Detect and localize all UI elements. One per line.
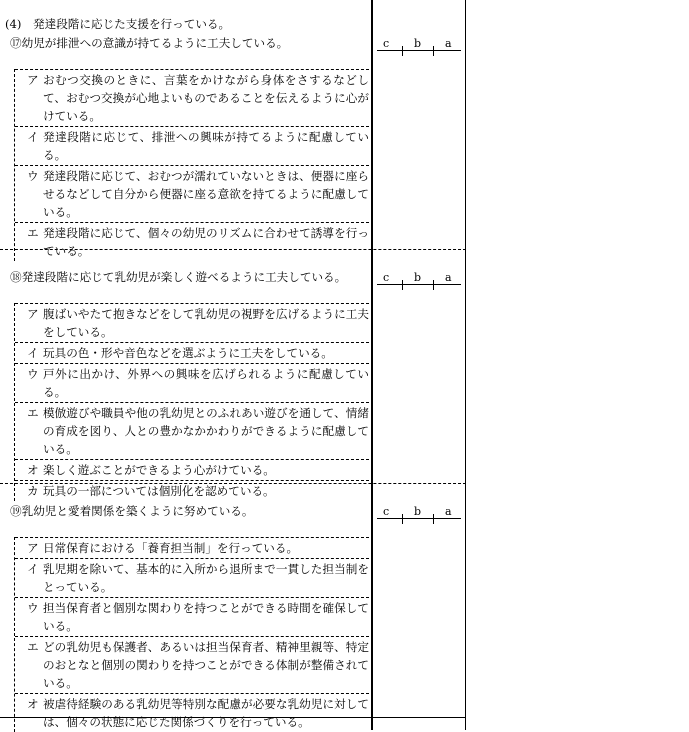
list-item [15, 69, 369, 126]
scale-tick [433, 280, 434, 290]
item-mark: イ [27, 562, 39, 576]
section-bottom-border [0, 717, 466, 718]
item-mark: エ [27, 406, 39, 420]
item-text: 日常保育における「養育担当制」を行っている。 [43, 541, 299, 555]
column-divider-score [465, 0, 466, 730]
item-mark: ア [27, 73, 39, 87]
list-item [15, 693, 369, 732]
scale-label-a: a [445, 271, 452, 284]
item-mark: オ [27, 697, 39, 711]
item-text: どの乳幼児も保護者、あるいは担当保育者、精神里親等、特定のおとなと個別の関わりを持つことができる体制が整備されている。 [43, 640, 369, 690]
scale-label-c: c [383, 505, 390, 518]
question-17-items [14, 69, 369, 261]
rating-scale-18[interactable] [377, 272, 461, 292]
item-text: 戸外に出かけ、外界への興味を広げられるように配慮している。 [43, 367, 369, 399]
rating-scale-17[interactable] [377, 38, 461, 58]
item-text: 発達段階に応じて、おむつが濡れていないときは、便器に座らせるなどして自分から便器に座る意欲を持てるように配慮している。 [43, 169, 369, 219]
item-text: 玩具の色・形や音色などを選ぶように工夫をしている。 [43, 346, 333, 360]
list-item [15, 303, 369, 342]
item-mark: ウ [27, 367, 39, 381]
list-item [15, 636, 369, 693]
list-item [15, 537, 369, 558]
list-item [15, 402, 369, 459]
item-mark: ア [27, 541, 39, 555]
list-item [15, 558, 369, 597]
item-text: おむつ交換のときに、言葉をかけながら身体をさするなどして、おむつ交換が心地よいものであることを伝えるように心がけている。 [43, 73, 369, 123]
list-item [15, 126, 369, 165]
question-19-items [14, 537, 369, 732]
item-mark: イ [27, 130, 39, 144]
item-text: 乳児期を除いて、基本的に入所から退所まで一貫した担当制をとっている。 [43, 562, 369, 594]
item-mark: エ [27, 226, 39, 240]
scale-baseline [377, 50, 461, 51]
item-mark: カ [27, 484, 39, 498]
item-text: 模倣遊びや職員や他の乳幼児とのふれあい遊びを通して、情緒の育成を図り、人との豊かなかかわりができるように配慮している。 [43, 406, 369, 456]
item-text: 楽しく遊ぶことができるよう心がけている。 [43, 463, 275, 477]
scale-baseline [377, 284, 461, 285]
list-item [15, 165, 369, 222]
item-text: 担当保育者と個別な関わりを持つことができる時間を確保している。 [43, 601, 369, 633]
scale-tick [433, 46, 434, 56]
scale-label-a: a [445, 505, 452, 518]
scale-label-b: b [414, 271, 422, 284]
scale-tick [402, 280, 403, 290]
item-mark: オ [27, 463, 39, 477]
item-text: 腹ばいやたて抱きなどをして乳幼児の視野を広げるように工夫をしている。 [43, 307, 369, 339]
scale-label-b: b [414, 505, 422, 518]
item-mark: ウ [27, 169, 39, 183]
item-text: 玩具の一部については個別化を認めている。 [43, 484, 275, 498]
question-divider [0, 249, 466, 250]
item-text: 被虐待経験のある乳幼児等特別な配慮が必要な乳幼児に対しては、個々の状態に応じた関係づくりを行っている。 [43, 697, 369, 729]
list-item [15, 363, 369, 402]
item-text: 発達段階に応じて、個々の幼児のリズムに合わせて誘導を行っている。 [43, 226, 369, 258]
list-item [15, 222, 369, 261]
question-18-items [14, 303, 369, 501]
item-mark: ウ [27, 601, 39, 615]
column-divider-main [371, 0, 373, 730]
list-item [15, 342, 369, 363]
item-mark: イ [27, 346, 39, 360]
scale-tick [402, 514, 403, 524]
item-text: 発達段階に応じて、排泄への興味が持てるように配慮している。 [43, 130, 369, 162]
question-17-title: ⑰幼児が排泄への意識が持てるように工夫している。 [10, 36, 289, 50]
list-item [15, 597, 369, 636]
section-title: (4) 発達段階に応じた支援を行っている。 [5, 17, 231, 31]
scale-tick [433, 514, 434, 524]
list-item [15, 459, 369, 480]
question-18-title: ⑱発達段階に応じて乳幼児が楽しく遊べるように工夫している。 [10, 270, 347, 284]
scale-baseline [377, 518, 461, 519]
item-mark: ア [27, 307, 39, 321]
question-divider [0, 483, 466, 484]
scale-label-c: c [383, 271, 390, 284]
rating-scale-19[interactable] [377, 506, 461, 526]
scale-label-b: b [414, 37, 422, 50]
scale-tick [402, 46, 403, 56]
scale-label-c: c [383, 37, 390, 50]
question-19-title: ⑲乳幼児と愛着関係を築くように努めている。 [10, 504, 254, 518]
scale-label-a: a [445, 37, 452, 50]
item-mark: エ [27, 640, 39, 654]
